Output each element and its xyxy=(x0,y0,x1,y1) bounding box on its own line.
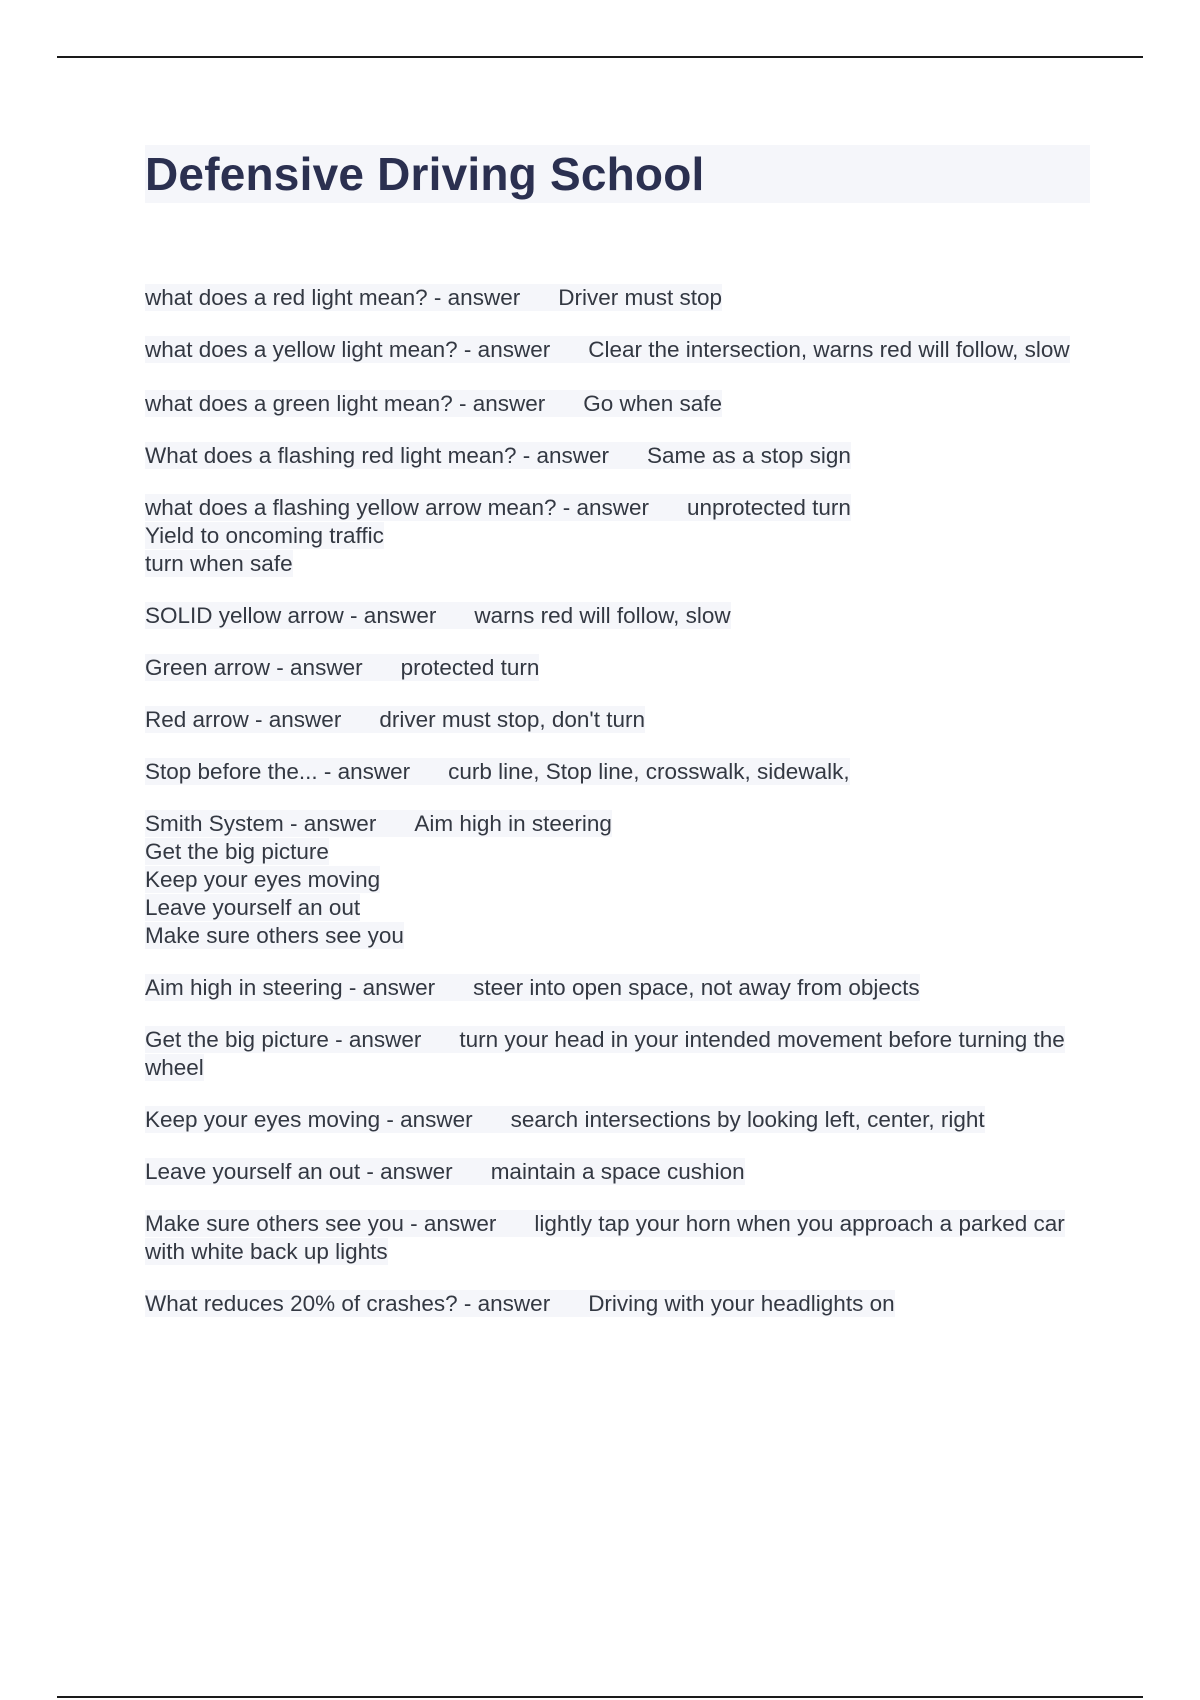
flashcard-list xyxy=(145,284,1090,1318)
page-title: Defensive Driving School xyxy=(145,148,705,200)
flashcard-line xyxy=(145,654,539,681)
flashcard-line xyxy=(145,706,645,733)
flashcard-item xyxy=(145,602,1090,630)
flashcard-item xyxy=(145,442,1090,470)
flashcard-definition: turn your head in your intended movement before turning the wheel xyxy=(145,1027,1065,1080)
flashcard-line xyxy=(145,758,850,785)
flashcard-item xyxy=(145,654,1090,682)
flashcard-definition: Same as a stop sign xyxy=(647,443,851,468)
flashcard-definition: Clear the intersection, warns red will follow, slow xyxy=(588,337,1070,362)
flashcard-item xyxy=(145,494,1090,578)
flashcard-definition: Driver must stop xyxy=(558,285,723,310)
flashcard-line xyxy=(145,602,731,629)
flashcard-definition-line: Get the big picture xyxy=(145,839,329,864)
flashcard-line xyxy=(145,494,851,577)
flashcard-definition-line: Keep your eyes moving xyxy=(145,867,381,892)
flashcard-definition: driver must stop, don't turn xyxy=(379,707,645,732)
flashcard-term: SOLID yellow arrow - answer xyxy=(145,603,437,628)
flashcard-term: what does a yellow light mean? - answer xyxy=(145,337,551,362)
flashcard-line xyxy=(145,810,612,949)
flashcard-line xyxy=(145,1210,1065,1265)
flashcard-term: Keep your eyes moving - answer xyxy=(145,1107,473,1132)
flashcard-line xyxy=(145,1290,895,1317)
flashcard-term: What reduces 20% of crashes? - answer xyxy=(145,1291,551,1316)
flashcard-term: what does a flashing yellow arrow mean? - answer xyxy=(145,495,649,520)
flashcard-term: Smith System - answer xyxy=(145,811,377,836)
flashcard-item xyxy=(145,390,1090,418)
flashcard-definition: Go when safe xyxy=(583,391,723,416)
flashcard-definition-line: Yield to oncoming traffic xyxy=(145,523,384,548)
flashcard-term: Red arrow - answer xyxy=(145,707,342,732)
flashcard-item xyxy=(145,706,1090,734)
flashcard-line xyxy=(145,974,920,1001)
flashcard-definition: Driving with your headlights on xyxy=(588,1291,895,1316)
flashcard-definition: protected turn xyxy=(400,655,540,680)
flashcard-term: Aim high in steering - answer xyxy=(145,975,436,1000)
flashcard-item xyxy=(145,1026,1090,1082)
flashcard-item xyxy=(145,810,1090,950)
flashcard-line xyxy=(145,442,851,469)
bottom-rule xyxy=(57,1696,1143,1698)
flashcard-item xyxy=(145,974,1090,1002)
flashcard-item xyxy=(145,1210,1090,1266)
flashcard-line xyxy=(145,1026,1065,1081)
flashcard-definition: steer into open space, not away from objects xyxy=(473,975,920,1000)
flashcard-item xyxy=(145,758,1090,786)
flashcard-definition: maintain a space cushion xyxy=(490,1159,745,1184)
flashcard-definition: warns red will follow, slow xyxy=(474,603,731,628)
flashcard-definition: curb line, Stop line, crosswalk, sidewalk, xyxy=(448,759,850,784)
flashcard-definition: search intersections by looking left, center, right xyxy=(510,1107,985,1132)
flashcard-term: Leave yourself an out - answer xyxy=(145,1159,453,1184)
flashcard-term: what does a green light mean? - answer xyxy=(145,391,546,416)
flashcard-term: Stop before the... - answer xyxy=(145,759,411,784)
flashcard-definition-line: Make sure others see you xyxy=(145,923,404,948)
flashcard-line xyxy=(145,1106,985,1133)
top-rule xyxy=(57,56,1143,58)
flashcard-item xyxy=(145,1106,1090,1134)
flashcard-definition-line: turn when safe xyxy=(145,551,293,576)
flashcard-definition: unprotected turn xyxy=(687,495,851,520)
flashcard-term: what does a red light mean? - answer xyxy=(145,285,521,310)
flashcard-item xyxy=(145,1290,1090,1318)
flashcard-item xyxy=(145,284,1090,312)
flashcard-term: Green arrow - answer xyxy=(145,655,363,680)
flashcard-line xyxy=(145,1158,745,1185)
flashcard-definition: Aim high in steering xyxy=(414,811,612,836)
flashcard-definition: lightly tap your horn when you approach a parked car with white back up lights xyxy=(145,1211,1065,1264)
flashcard-item xyxy=(145,1158,1090,1186)
flashcard-term: What does a flashing red light mean? - answer xyxy=(145,443,609,468)
flashcard-term: Get the big picture - answer xyxy=(145,1027,422,1052)
flashcard-term: Make sure others see you - answer xyxy=(145,1211,497,1236)
flashcard-line xyxy=(145,390,722,417)
flashcard-item xyxy=(145,336,1090,364)
flashcard-line xyxy=(145,336,1070,363)
flashcard-line xyxy=(145,284,722,311)
flashcard-definition-line: Leave yourself an out xyxy=(145,895,361,920)
